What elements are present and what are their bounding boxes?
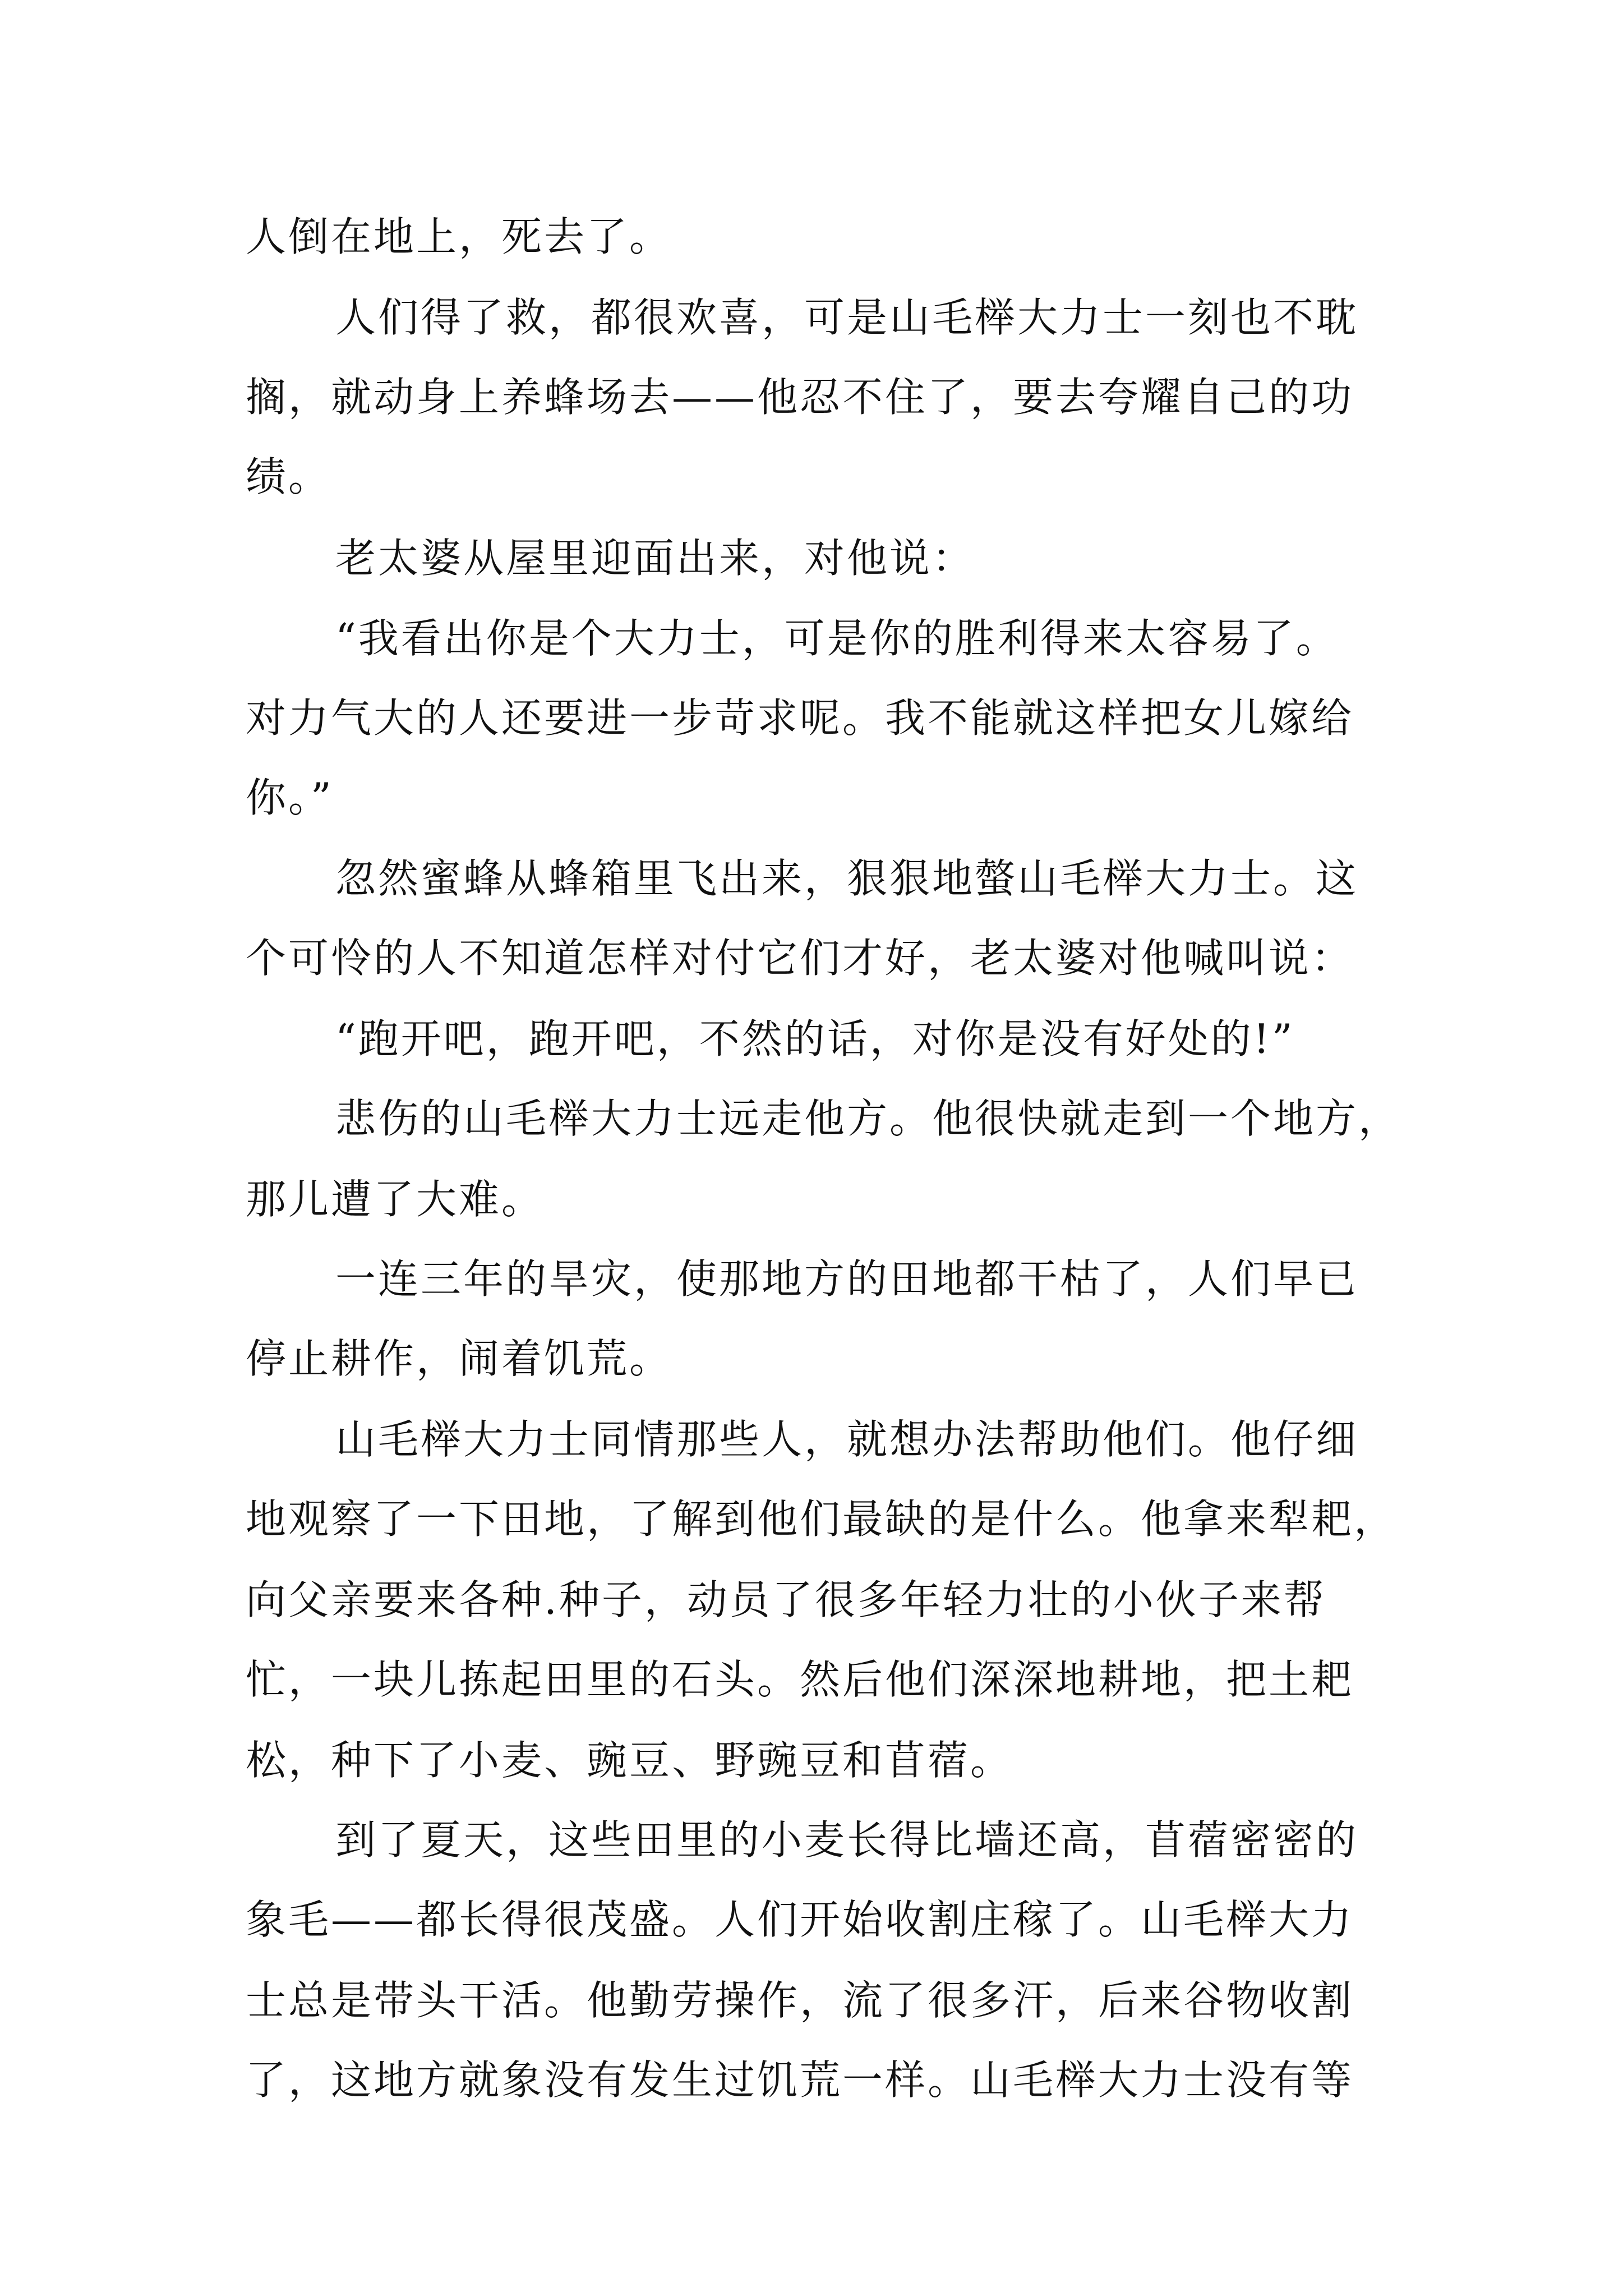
text-line: 那儿遭了大难。	[246, 1176, 545, 1223]
text-line: 你。”	[246, 774, 334, 821]
text-line: 悲伤的山毛榉大力士远走他方。他很快就走到一个地方，	[335, 1095, 1401, 1142]
text-line: 向父亲要来各种.种子，动员了很多年轻力壮的小伙子来帮	[246, 1576, 1326, 1623]
text-line: 了，这地方就象没有发生过饥荒一样。山毛榉大力士没有等	[246, 2056, 1354, 2104]
text-line: 到了夏天，这些田里的小麦长得比墙还高，苜蓿密密的	[335, 1816, 1359, 1864]
text-line: 老太婆从屋里迎面出来，对他说：	[335, 535, 975, 582]
text-line: 地观察了一下田地，了解到他们最缺的是什么。他拿来犁耙，	[246, 1496, 1397, 1543]
text-line: 山毛榉大力士同情那些人，就想办法帮助他们。他仔细	[335, 1416, 1359, 1463]
text-line: 忙，一块儿拣起田里的石头。然后他们深深地耕地，把土耙	[246, 1656, 1354, 1703]
text-line: 绩。	[246, 453, 331, 500]
text-line: “跑开吧，跑开吧，不然的话，对你是没有好处的!”	[335, 1015, 1295, 1062]
text-line: 对力气大的人还要进一步苛求呢。我不能就这样把女儿嫁给	[246, 694, 1354, 742]
text-line: “我看出你是个大力士，可是你的胜利得来太容易了。	[335, 615, 1339, 662]
text-line: 忽然蜜蜂从蜂箱里飞出来，狠狠地螫山毛榉大力士。这	[335, 855, 1359, 902]
text-line: 个可怜的人不知道怎样对付它们才好，老太婆对他喊叫说：	[246, 935, 1354, 982]
text-line: 士总是带头干活。他勤劳操作，流了很多汗，后来谷物收割	[246, 1977, 1354, 2024]
text-line: 象毛——都长得很茂盛。人们开始收割庄稼了。山毛榉大力	[246, 1896, 1354, 1943]
text-line: 人们得了救，都很欢喜，可是山毛榉大力士一刻也不耽	[335, 294, 1359, 341]
text-line: 搁，就动身上养蜂场去——他忍不住了，要去夸耀自己的功	[246, 374, 1354, 421]
text-line: 一连三年的旱灾，使那地方的田地都干枯了，人们早已	[335, 1255, 1359, 1303]
text-line: 人倒在地上，死去了。	[246, 213, 672, 260]
text-line: 停止耕作，闹着饥荒。	[246, 1335, 672, 1382]
text-line: 松，种下了小麦、豌豆、野豌豆和苜蓿。	[246, 1737, 1013, 1784]
